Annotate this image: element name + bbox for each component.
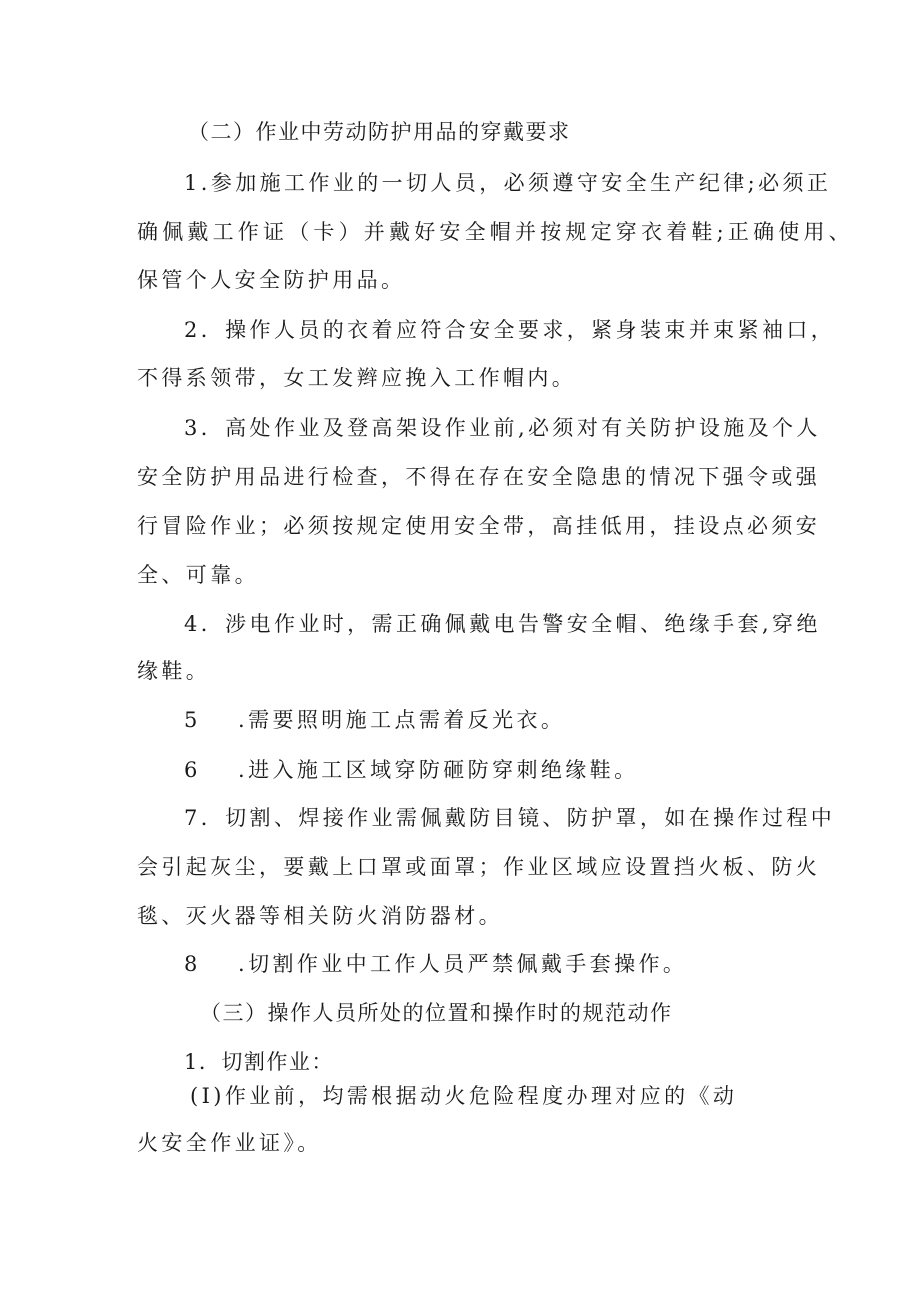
item-3-line-3: 行冒险作业；必须按规定使用安全带，高挂低用，挂设点必须安 — [137, 514, 821, 538]
item-6-text: .进入施工区域穿防砸防穿刺绝缘鞋。 — [238, 758, 639, 782]
subsection-1-item-line-2: 火安全作业证》。 — [137, 1131, 322, 1155]
item-5-number: 5 — [184, 708, 199, 732]
item-1-line-3: 保管个人安全防护用品。 — [137, 268, 406, 292]
item-8-number: 8 — [184, 952, 199, 976]
item-2-line-1: 2．操作人员的衣着应符合安全要求，紧身装束并束紧袖口， — [184, 318, 836, 342]
section-heading-2: （二）作业中劳动防护用品的穿戴要求 — [188, 120, 571, 144]
item-7-line-1: 7．切割、焊接作业需佩戴防目镜、防护罩，如在操作过程中 — [184, 806, 836, 830]
subsection-1-item-line-1: (I)作业前，均需根据动火危险程度办理对应的《动 — [190, 1084, 738, 1108]
item-1-line-1: 1.参加施工作业的一切人员，必须遵守安全生产纪律;必须正 — [184, 171, 832, 195]
item-5-text: .需要照明施工点需着反光衣。 — [238, 708, 566, 732]
item-3-line-4: 全、可靠。 — [137, 563, 259, 587]
item-8-text: .切割作业中工作人员严禁佩戴手套操作。 — [238, 952, 688, 976]
section-heading-3: （三）操作人员所处的位置和操作时的规范动作 — [200, 1001, 673, 1025]
item-6-number: 6 — [184, 758, 199, 782]
item-3-line-1: 3．高处作业及登高架设作业前,必须对有关防护设施及个人 — [184, 416, 821, 440]
item-2-line-2: 不得系领带，女工发辫应挽入工作帽内。 — [137, 366, 577, 390]
item-4-line-2: 缘鞋。 — [137, 659, 211, 683]
item-7-line-3: 毯、灭火器等相关防火消防器材。 — [137, 904, 503, 928]
item-4-line-1: 4．涉电作业时，需正确佩戴电告警安全帽、绝缘手套,穿绝 — [184, 612, 821, 636]
item-7-line-2: 会引起灰尘，要戴上口罩或面罩；作业区域应设置挡火板、防火 — [137, 855, 821, 879]
subsection-1-heading: 1．切割作业： — [184, 1050, 334, 1074]
item-3-line-2: 安全防护用品进行检查，不得在存在安全隐患的情况下强令或强 — [137, 465, 821, 489]
item-1-line-2: 确佩戴工作证（卡）并戴好安全帽并按规定穿衣着鞋;正确使用、 — [137, 220, 854, 244]
